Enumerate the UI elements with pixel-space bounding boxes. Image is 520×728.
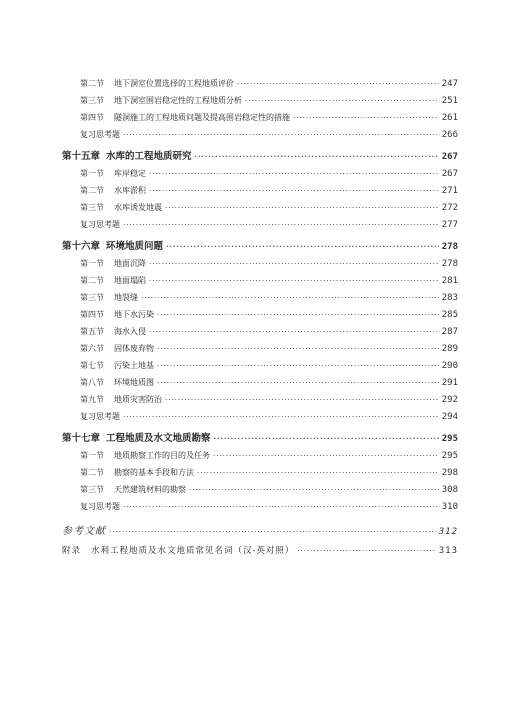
toc-section-row[interactable] xyxy=(62,309,458,326)
section-title: 水库诱发地震 xyxy=(114,203,162,212)
section-number: 第二节 xyxy=(80,79,104,88)
review-title: 复习思考题 xyxy=(80,412,120,421)
toc-review-row[interactable] xyxy=(62,501,458,518)
leader-dots xyxy=(149,329,439,336)
section-number: 第二节 xyxy=(80,276,104,285)
toc-section-row[interactable] xyxy=(62,394,458,411)
leader-dots xyxy=(189,487,439,494)
toc-section-row[interactable] xyxy=(62,258,458,275)
section-title: 勘察的基本手段和方法 xyxy=(114,468,194,477)
page-number: 294 xyxy=(441,412,458,422)
section-title: 海水入侵 xyxy=(114,327,146,336)
toc-chapter-row[interactable] xyxy=(62,148,458,168)
leader-dots xyxy=(293,115,439,122)
toc-section-row[interactable] xyxy=(62,292,458,309)
chapter-title: 水库的工程地质研究 xyxy=(106,151,192,162)
toc-chapter-row[interactable] xyxy=(62,430,458,450)
leader-dots xyxy=(213,453,439,460)
section-number: 第三节 xyxy=(80,485,104,494)
page-number: 261 xyxy=(441,113,458,123)
section-number: 第三节 xyxy=(80,293,104,302)
review-title: 复习思考题 xyxy=(80,502,120,511)
toc-section-row[interactable] xyxy=(62,450,458,467)
section-title: 污染土地基 xyxy=(114,361,154,370)
toc-chapter-row[interactable] xyxy=(62,238,458,258)
page-number: 267 xyxy=(441,169,458,179)
leader-dots xyxy=(149,188,439,195)
page-number: 281 xyxy=(441,276,458,286)
section-title: 地裂缝 xyxy=(114,293,138,302)
leader-dots xyxy=(195,153,439,160)
section-number: 第一节 xyxy=(80,259,104,268)
leader-dots xyxy=(197,470,439,477)
page-number: 247 xyxy=(441,79,458,89)
leader-dots xyxy=(123,132,439,139)
page-number: 295 xyxy=(441,434,458,444)
page-number: 267 xyxy=(441,152,458,162)
page-number: 277 xyxy=(441,220,458,230)
chapter-number: 第十七章 xyxy=(62,433,101,444)
toc-section-row[interactable] xyxy=(62,467,458,484)
toc-section-row[interactable] xyxy=(62,112,458,129)
section-title: 地质灾害防治 xyxy=(114,395,162,404)
toc-review-row[interactable] xyxy=(62,129,458,146)
leader-dots xyxy=(166,243,439,250)
review-title: 复习思考题 xyxy=(80,220,120,229)
leader-dots xyxy=(123,222,439,229)
appendix-title: 水利工程地质及水文地质常见名词（汉-英对照） xyxy=(91,546,295,556)
section-title: 固体废弃物 xyxy=(114,344,154,353)
chapter-number: 第十六章 xyxy=(62,241,101,252)
page-number: 285 xyxy=(441,310,458,320)
section-title: 环境地质图 xyxy=(114,378,154,387)
section-title: 隧洞施工的工程地质问题及提高围岩稳定性的措施 xyxy=(114,113,290,122)
leader-dots xyxy=(214,435,439,442)
toc-section-row[interactable] xyxy=(62,275,458,292)
leader-dots xyxy=(149,171,439,178)
page-number: 266 xyxy=(441,130,458,140)
chapter-title: 工程地质及水文地质勘察 xyxy=(106,433,211,444)
leader-dots xyxy=(149,278,439,285)
section-title: 地质勘察工作的目的及任务 xyxy=(114,451,210,460)
leader-dots xyxy=(165,205,439,212)
section-title: 水库淤积 xyxy=(114,186,146,195)
page-number: 289 xyxy=(441,344,458,354)
page-number: 287 xyxy=(441,327,458,337)
page-number: 278 xyxy=(441,259,458,269)
section-number: 第二节 xyxy=(80,468,104,477)
section-number: 第九节 xyxy=(80,395,104,404)
toc-appendix-row[interactable] xyxy=(62,544,458,564)
section-title: 地下洞室围岩稳定性的工程地质分析 xyxy=(114,96,242,105)
review-title: 复习思考题 xyxy=(80,130,120,139)
toc-section-row[interactable] xyxy=(62,326,458,343)
leader-dots xyxy=(157,312,439,319)
page-number: 271 xyxy=(441,186,458,196)
leader-dots xyxy=(245,98,439,105)
page-number: 312 xyxy=(438,527,458,537)
section-number: 第一节 xyxy=(80,451,104,460)
leader-dots xyxy=(141,295,439,302)
page-number: 251 xyxy=(441,96,458,106)
chapter-number: 第十五章 xyxy=(62,151,101,162)
toc-section-row[interactable] xyxy=(62,484,458,501)
page-number: 298 xyxy=(441,468,458,478)
section-number: 第六节 xyxy=(80,344,104,353)
leader-dots xyxy=(165,397,439,404)
section-number: 第三节 xyxy=(80,96,104,105)
page-number: 272 xyxy=(441,203,458,213)
section-number: 第七节 xyxy=(80,361,104,370)
page-number: 295 xyxy=(441,451,458,461)
toc-section-row[interactable] xyxy=(62,343,458,360)
leader-dots xyxy=(123,414,439,421)
appendix-label: 附录 xyxy=(62,546,82,556)
page-number: 308 xyxy=(441,485,458,495)
toc-section-row[interactable] xyxy=(62,95,458,112)
toc-review-row[interactable] xyxy=(62,219,458,236)
leader-dots xyxy=(237,81,439,88)
leader-dots xyxy=(157,346,439,353)
toc-review-row[interactable] xyxy=(62,411,458,428)
section-number: 第二节 xyxy=(80,186,104,195)
section-title: 地下洞室位置选择的工程地质评价 xyxy=(114,79,234,88)
leader-dots xyxy=(297,548,435,555)
leader-dots xyxy=(123,504,439,511)
section-number: 第五节 xyxy=(80,327,104,336)
toc-section-row[interactable] xyxy=(62,78,458,95)
leader-dots xyxy=(157,380,439,387)
page-number: 290 xyxy=(441,361,458,371)
page-number: 292 xyxy=(441,395,458,405)
section-title: 天然建筑材料的勘察 xyxy=(114,485,186,494)
page-number: 310 xyxy=(441,502,458,512)
section-number: 第四节 xyxy=(80,310,104,319)
page-number: 291 xyxy=(441,378,458,388)
section-title: 库岸稳定 xyxy=(114,169,146,178)
toc-section-row[interactable] xyxy=(62,168,458,185)
toc-section-row[interactable] xyxy=(62,185,458,202)
section-number: 第四节 xyxy=(80,113,104,122)
section-title: 地面沉降 xyxy=(114,259,146,268)
table-of-contents xyxy=(62,78,458,564)
toc-section-row[interactable] xyxy=(62,377,458,394)
chapter-title: 环境地质问题 xyxy=(106,241,164,252)
page-number: 278 xyxy=(441,242,458,252)
references-title: 参考文献 xyxy=(62,526,106,537)
section-number: 第八节 xyxy=(80,378,104,387)
section-number: 第一节 xyxy=(80,169,104,178)
leader-dots xyxy=(149,261,439,268)
toc-section-row[interactable] xyxy=(62,202,458,219)
leader-dots xyxy=(109,529,436,536)
section-title: 地面塌陷 xyxy=(114,276,146,285)
section-title: 地下水污染 xyxy=(114,310,154,319)
toc-references-row[interactable] xyxy=(62,522,458,544)
section-number: 第三节 xyxy=(80,203,104,212)
toc-section-row[interactable] xyxy=(62,360,458,377)
page-number: 283 xyxy=(441,293,458,303)
leader-dots xyxy=(157,363,439,370)
page-number: 313 xyxy=(438,546,458,556)
